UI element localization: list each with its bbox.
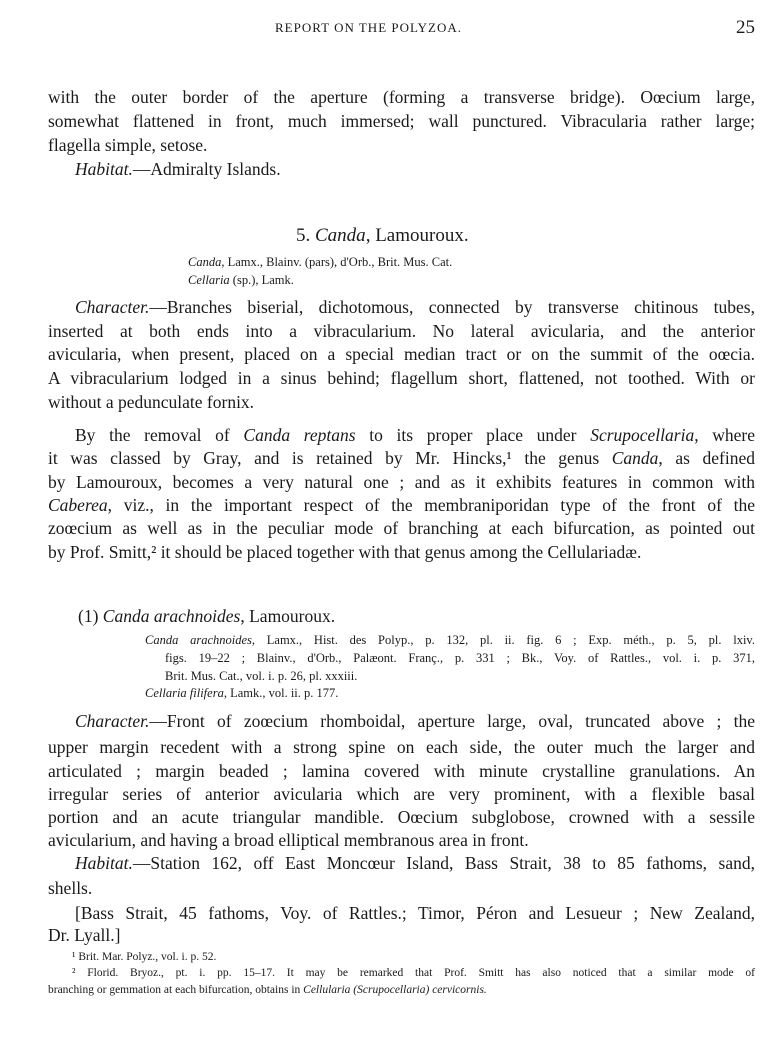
text-segment: , where bbox=[694, 425, 755, 445]
italic-text: Canda bbox=[611, 448, 659, 468]
text-line bbox=[48, 924, 120, 946]
text-segment: ¹ Brit. Mar. Polyz., vol. i. p. 52. bbox=[72, 951, 217, 963]
text-line bbox=[48, 447, 755, 469]
italic-text: Habitat. bbox=[75, 159, 133, 179]
italic-text: Character. bbox=[75, 711, 150, 731]
text-segment: , as defined bbox=[658, 448, 755, 468]
italic-text: Canda reptans bbox=[243, 425, 356, 445]
synonymy-line bbox=[145, 632, 755, 648]
text-line bbox=[48, 391, 254, 413]
text-line bbox=[48, 541, 641, 563]
text-line bbox=[48, 806, 755, 828]
text-segment: 5. bbox=[296, 225, 315, 246]
text-segment: avicularium, and having a broad elliptical membranous area in front. bbox=[48, 830, 529, 850]
text-line bbox=[75, 902, 755, 924]
text-segment: Brit. Mus. Cat., vol. i. p. 26, pl. xxxiii. bbox=[165, 669, 358, 683]
text-segment: by Prof. Smitt,² it should be placed together with that genus among the Cellulariadæ. bbox=[48, 542, 642, 562]
text-segment: flagella simple, setose. bbox=[48, 135, 208, 155]
italic-text: Habitat. bbox=[75, 853, 133, 873]
character-line bbox=[75, 710, 755, 732]
text-segment: zoœcium as well as in the peculiar mode of branching at each bifurcation, as pointed out bbox=[48, 518, 755, 538]
synonymy-line bbox=[145, 685, 338, 701]
text-segment: upper margin recedent with a strong spine on each side, the outer much the larger and bbox=[48, 737, 755, 757]
running-header: REPORT ON THE POLYZOA. bbox=[275, 20, 463, 35]
genus-heading bbox=[296, 225, 469, 247]
text-segment: —Front of zoœcium rhomboidal, aperture large, oval, truncated above ; the bbox=[149, 711, 755, 731]
text-segment: ² Florid. Bryoz., pt. i. pp. 15–17. It may be remarked that Prof. Smitt has also noticed that a similar mode of bbox=[72, 967, 755, 979]
italic-text: Canda bbox=[315, 225, 366, 246]
text-segment: inserted at both ends into a vibracularium. No lateral avicularia, and the anterior bbox=[48, 321, 755, 341]
text-segment: with the outer border of the aperture (forming a transverse bridge). Oœcium large, bbox=[48, 87, 755, 107]
text-line bbox=[48, 471, 755, 493]
text-line bbox=[48, 134, 207, 156]
habitat-line bbox=[75, 158, 281, 180]
text-segment: irregular series of anterior avicularia which are very prominent, with a flexible basal bbox=[48, 784, 755, 804]
text-segment: , Lamk., vol. ii. p. 177. bbox=[223, 686, 339, 700]
text-segment: A vibracularium lodged in a sinus behind; flagellum short, flattened, not toothed. With or bbox=[48, 368, 755, 388]
text-segment: (sp.), Lamk. bbox=[229, 273, 294, 287]
text-line bbox=[48, 829, 529, 851]
text-segment: by Lamouroux, becomes a very natural one ; and as it exhibits features in common with bbox=[48, 472, 755, 492]
text-line bbox=[48, 320, 755, 342]
text-segment: figs. 19–22 ; Blainv., d'Orb., Palæont. Franç., p. 331 ; Bk., Voy. of Rattles., vol. i. p. 371, bbox=[165, 651, 755, 665]
synonymy-line bbox=[165, 650, 755, 666]
character-line bbox=[75, 296, 755, 318]
italic-text: Canda arachnoides bbox=[102, 606, 241, 626]
italic-text: Canda bbox=[188, 255, 222, 269]
text-line bbox=[48, 343, 755, 365]
text-line bbox=[48, 517, 755, 539]
text-segment: portion and an acute triangular mandible. Oœcium subglobose, crowned with a sessile bbox=[48, 807, 755, 827]
text-segment: By the removal of bbox=[75, 425, 244, 445]
footnote-2-continued bbox=[48, 983, 487, 998]
text-segment: , Lamouroux. bbox=[240, 606, 336, 626]
synonymy-line bbox=[165, 668, 357, 684]
footnote-2 bbox=[72, 966, 755, 981]
italic-text: Cellaria bbox=[188, 273, 230, 287]
text-segment: (1) bbox=[78, 606, 103, 626]
text-segment: to its proper place under bbox=[355, 425, 591, 445]
italic-text: Scrupocellaria bbox=[590, 425, 695, 445]
text-line bbox=[48, 86, 755, 108]
text-segment: [Bass Strait, 45 fathoms, Voy. of Rattles.; Timor, Péron and Lesueur ; New Zealand, bbox=[75, 903, 755, 923]
synonymy-line bbox=[188, 254, 452, 270]
text-segment: —Station 162, off East Moncœur Island, Bass Strait, 38 to 85 fathoms, sand, bbox=[132, 853, 755, 873]
italic-text: Character. bbox=[75, 297, 150, 317]
text-line bbox=[48, 760, 755, 782]
text-line bbox=[48, 736, 755, 758]
synonymy-line bbox=[188, 272, 294, 288]
footnote-1 bbox=[72, 950, 216, 965]
text-segment: avicularia, when present, placed on a special median tract or on the summit of the oœcia. bbox=[48, 344, 755, 364]
text-line bbox=[48, 367, 755, 389]
text-line bbox=[48, 494, 755, 516]
text-line bbox=[48, 783, 755, 805]
italic-text: Caberea bbox=[48, 495, 108, 515]
italic-text: Cellularia (Scrupocellaria) cervicornis. bbox=[303, 984, 487, 996]
text-segment: —Branches biserial, dichotomous, connected by transverse chitinous tubes, bbox=[149, 297, 755, 317]
text-segment: , viz., in the important respect of the membraniporidan type of the front of the bbox=[107, 495, 755, 515]
habitat-line bbox=[75, 852, 755, 874]
text-line bbox=[48, 110, 755, 132]
text-segment: somewhat flattened in front, much immersed; wall punctured. Vibracularia rather large; bbox=[48, 111, 755, 131]
species-heading bbox=[78, 605, 335, 627]
text-segment: , Lamx., Blainv. (pars), d'Orb., Brit. Mus. Cat. bbox=[221, 255, 453, 269]
text-segment: Dr. Lyall.] bbox=[48, 925, 121, 945]
text-segment: without a pedunculate fornix. bbox=[48, 392, 255, 412]
italic-text: Canda arachnoides bbox=[145, 633, 252, 647]
text-segment: branching or gemmation at each bifurcation, obtains in bbox=[48, 984, 304, 996]
text-segment: —Admiralty Islands. bbox=[132, 159, 281, 179]
text-segment: shells. bbox=[48, 878, 93, 898]
text-segment: , Lamx., Hist. des Polyp., p. 132, pl. ii. fig. 6 ; Exp. méth., p. 5, pl. lxiv. bbox=[251, 633, 755, 647]
italic-text: Cellaria filifera bbox=[145, 686, 224, 700]
text-segment: it was classed by Gray, and is retained by Mr. Hincks,¹ the genus bbox=[48, 448, 612, 468]
text-line bbox=[75, 424, 755, 446]
page-number: 25 bbox=[736, 17, 755, 38]
text-segment: , Lamouroux. bbox=[365, 225, 469, 246]
text-segment: articulated ; margin beaded ; lamina covered with minute crystalline granulations. An bbox=[48, 761, 755, 781]
text-line bbox=[48, 877, 92, 899]
